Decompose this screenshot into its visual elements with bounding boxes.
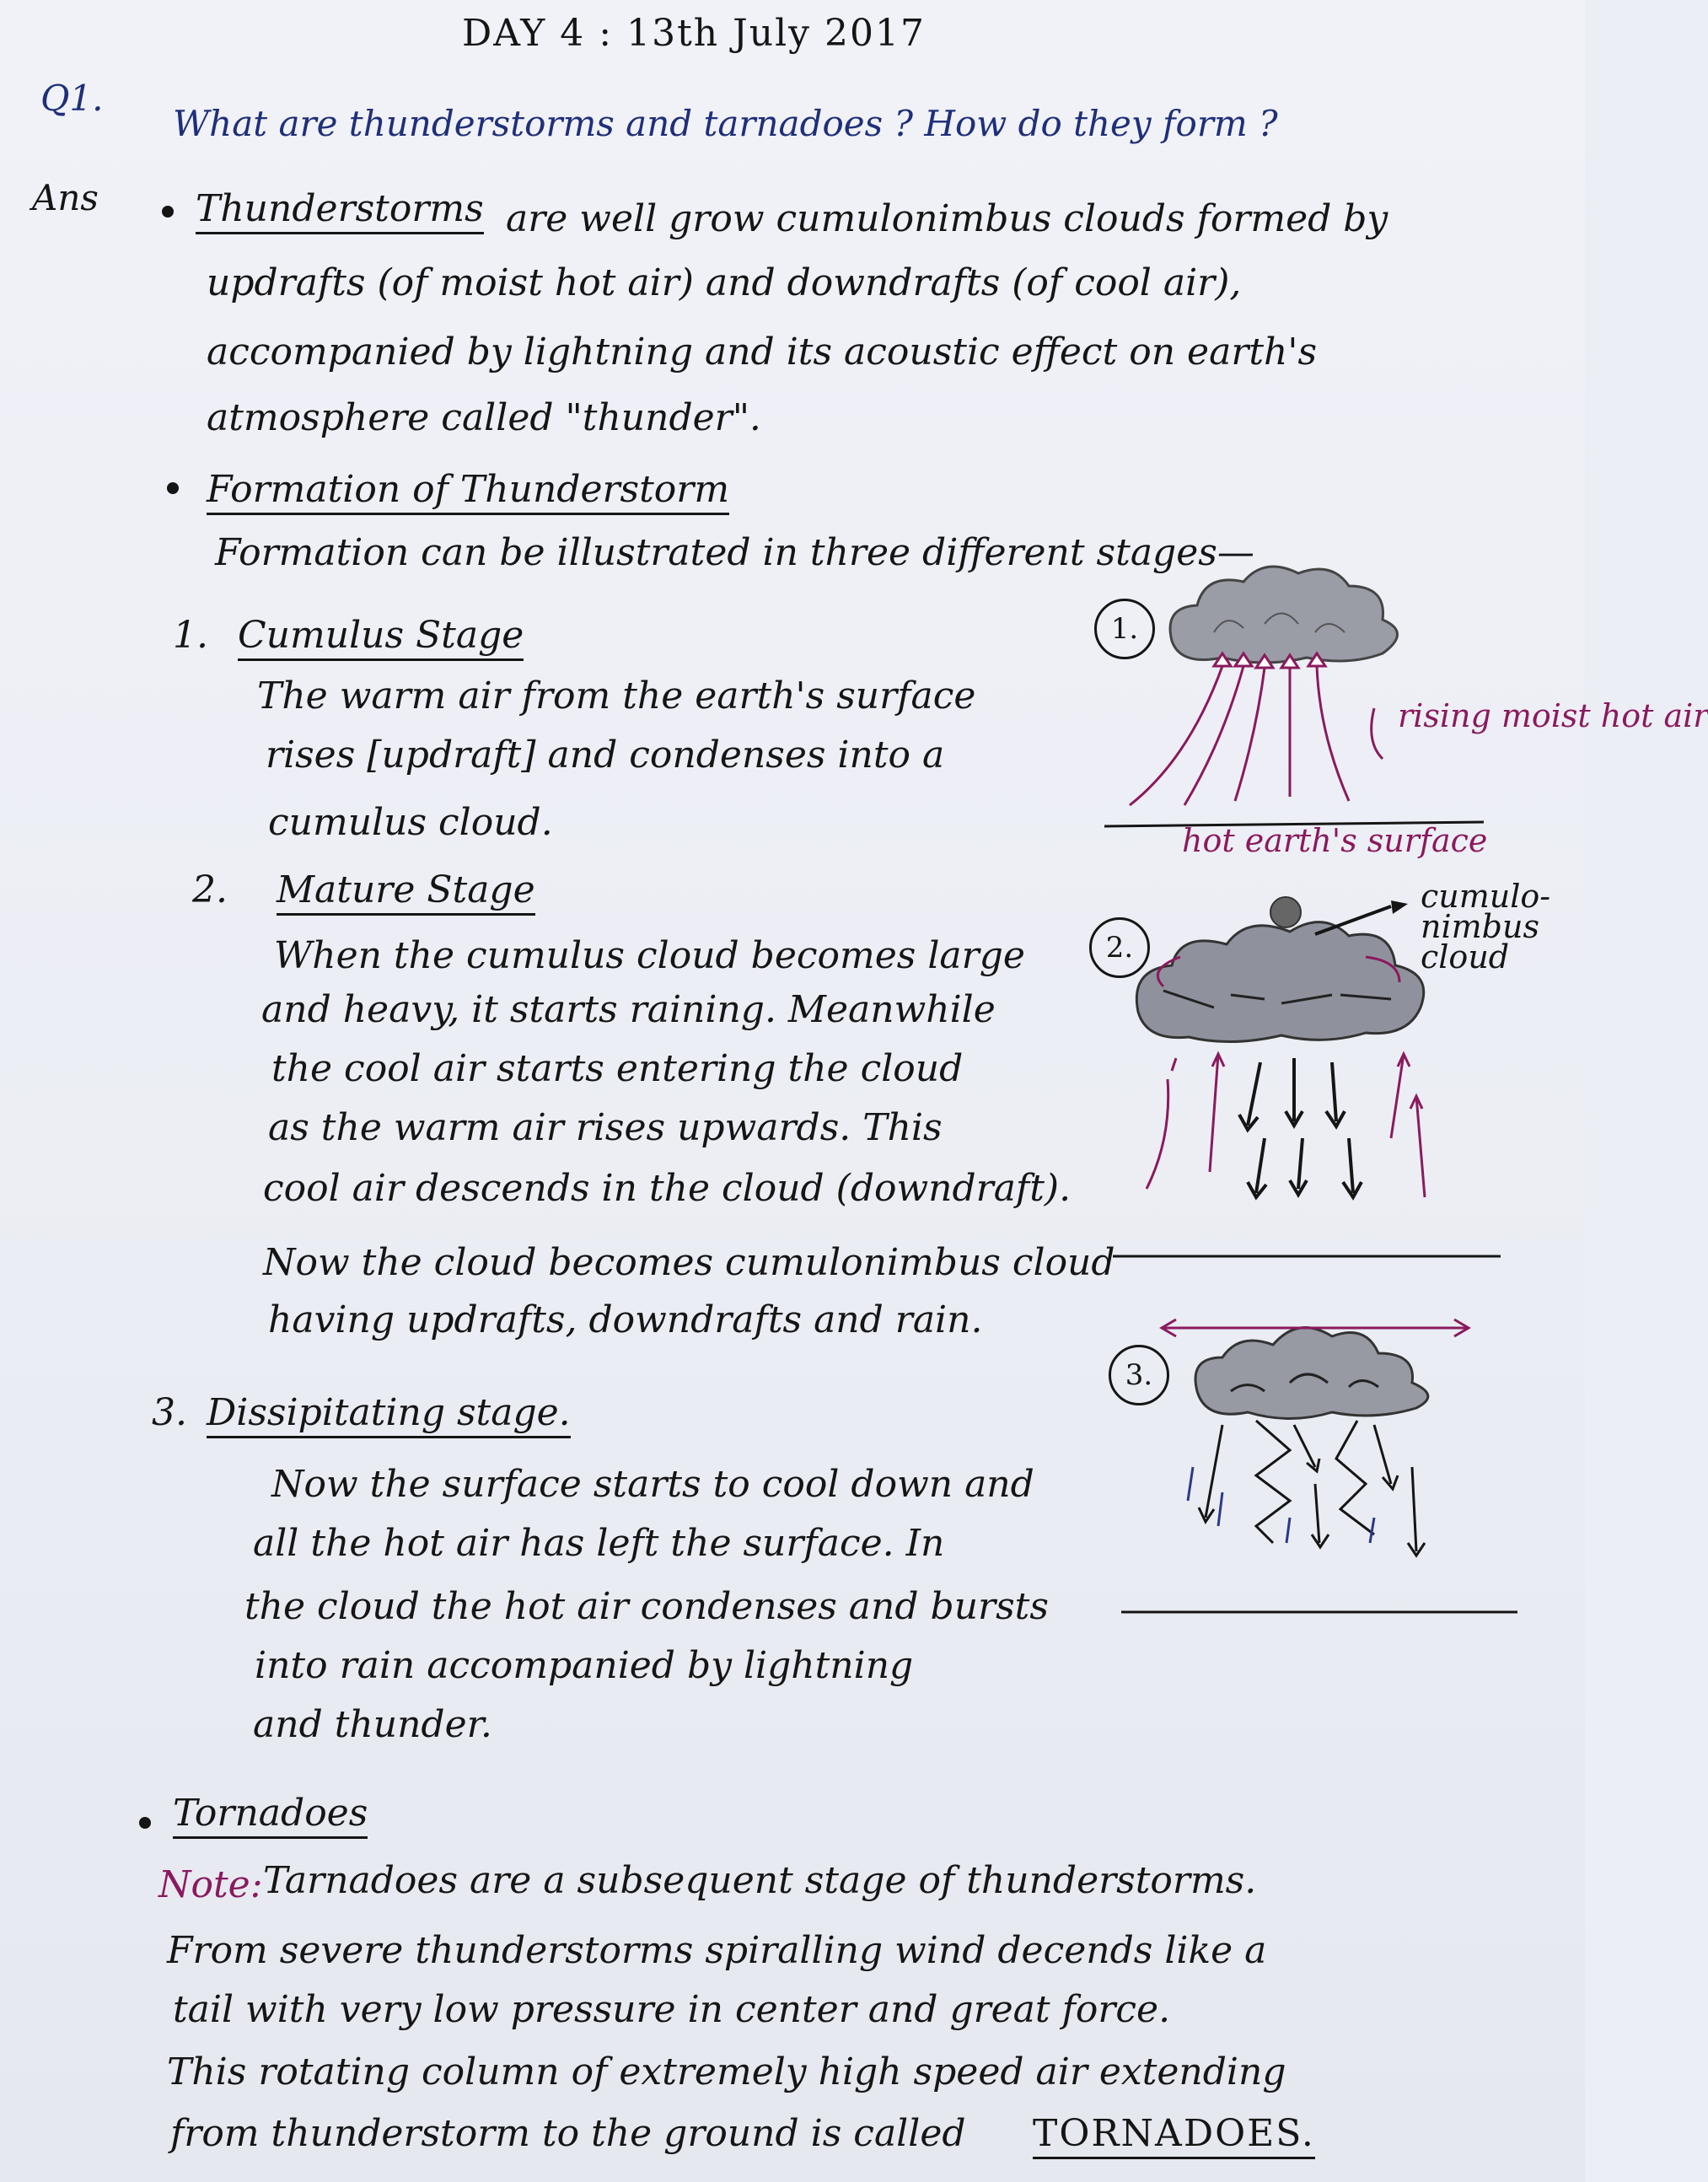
stage-1-number: 1. bbox=[173, 614, 208, 657]
thunderstorms-term: Thunderstorms bbox=[196, 187, 484, 234]
stage-2-number: 2. bbox=[192, 868, 228, 911]
thunderstorms-line-3: accompanied by lightning and its acoustic effect on earth's bbox=[207, 331, 1318, 374]
question-label: Q1. bbox=[40, 78, 104, 119]
formation-heading: Formation of Thunderstorm bbox=[207, 468, 729, 515]
stage-1-line-2: rises [updraft] and condenses into a bbox=[266, 734, 945, 777]
dissipating-cloud-icon bbox=[1195, 1328, 1428, 1419]
stage-2-title: Mature Stage bbox=[277, 868, 535, 916]
stage-2-line-4: as the warm air rises upwards. This bbox=[268, 1106, 943, 1149]
page-title: DAY 4 : 13th July 2017 bbox=[462, 12, 926, 55]
figure-2-number: 2. bbox=[1089, 917, 1150, 978]
bullet bbox=[162, 206, 174, 218]
note-text: Tarnadoes are a subsequent stage of thunderstorms. bbox=[263, 1859, 1257, 1902]
stage-1-line-1: The warm air from the earth's surface bbox=[257, 674, 976, 717]
figure-1-number: 1. bbox=[1094, 599, 1155, 659]
rain-lightning-icon bbox=[1188, 1421, 1425, 1556]
stage-3-line-4: into rain accompanied by lightning bbox=[255, 1644, 914, 1687]
stage-3-line-1: Now the surface starts to cool down and bbox=[271, 1463, 1034, 1506]
question-text: What are thunderstorms and tarnadoes ? How do they form ? bbox=[173, 103, 1278, 144]
tornadoes-heading: Tornadoes bbox=[173, 1792, 368, 1839]
bullet bbox=[139, 1817, 151, 1829]
stage-3-line-3: the cloud the hot air condenses and bursts bbox=[244, 1585, 1049, 1628]
thunderstorms-line-2: updrafts (of moist hot air) and downdrafts (of cool air), bbox=[207, 261, 1242, 304]
cumulus-cloud-icon bbox=[1170, 567, 1398, 663]
updraft-arrows-icon bbox=[1130, 653, 1383, 805]
cumulonimbus-label: cumulo-nimbus cloud bbox=[1421, 878, 1551, 975]
note-label: Note: bbox=[158, 1863, 263, 1906]
stage-2-line-1: When the cumulus cloud becomes large bbox=[274, 934, 1025, 977]
stage-3-line-2: all the hot air has left the surface. In bbox=[253, 1522, 945, 1565]
rising-air-label: rising moist hot air bbox=[1398, 697, 1708, 734]
stage-2-line-2: and heavy, it starts raining. Meanwhile bbox=[261, 988, 996, 1031]
figure-3-dissipating-diagram bbox=[1121, 1298, 1560, 1636]
thunderstorms-line-1: are well grow cumulonimbus clouds formed by bbox=[506, 197, 1388, 240]
formation-intro: Formation can be illustrated in three different stages— bbox=[215, 531, 1254, 574]
thunderstorms-line-4: atmosphere called "thunder". bbox=[207, 396, 761, 439]
answer-label: Ans bbox=[32, 177, 99, 218]
stage-3-line-5: and thunder. bbox=[253, 1703, 492, 1746]
stage-1-title: Cumulus Stage bbox=[238, 614, 524, 661]
tornadoes-line-4: from thunderstorm to the ground is called bbox=[170, 2112, 966, 2155]
tornadoes-emphasis: TORNADOES. bbox=[1033, 2112, 1315, 2159]
figure-3-number: 3. bbox=[1109, 1345, 1169, 1405]
stage-1-line-3: cumulus cloud. bbox=[268, 801, 553, 844]
bullet bbox=[167, 482, 179, 494]
stage-2-line-6: Now the cloud becomes cumulonimbus cloud bbox=[263, 1241, 1115, 1284]
tornadoes-line-1: From severe thunderstorms spiralling wind decends like a bbox=[167, 1929, 1267, 1972]
stage-2-line-3: the cool air starts entering the cloud bbox=[271, 1047, 964, 1090]
downdraft-arrows-icon bbox=[1239, 1058, 1362, 1197]
stage-2-line-7: having updrafts, downdrafts and rain. bbox=[268, 1298, 983, 1341]
hot-surface-label: hot earth's surface bbox=[1182, 822, 1488, 859]
stage-2-line-5: cool air descends in the cloud (downdraft). bbox=[263, 1167, 1072, 1210]
tornadoes-line-3: This rotating column of extremely high speed air extending bbox=[167, 2050, 1286, 2093]
stage-3-title: Dissipitating stage. bbox=[207, 1391, 571, 1438]
stage-3-number: 3. bbox=[152, 1391, 187, 1434]
tornadoes-line-2: tail with very low pressure in center and great force. bbox=[173, 1988, 1171, 2031]
cumulonimbus-cloud-icon bbox=[1136, 897, 1423, 1042]
